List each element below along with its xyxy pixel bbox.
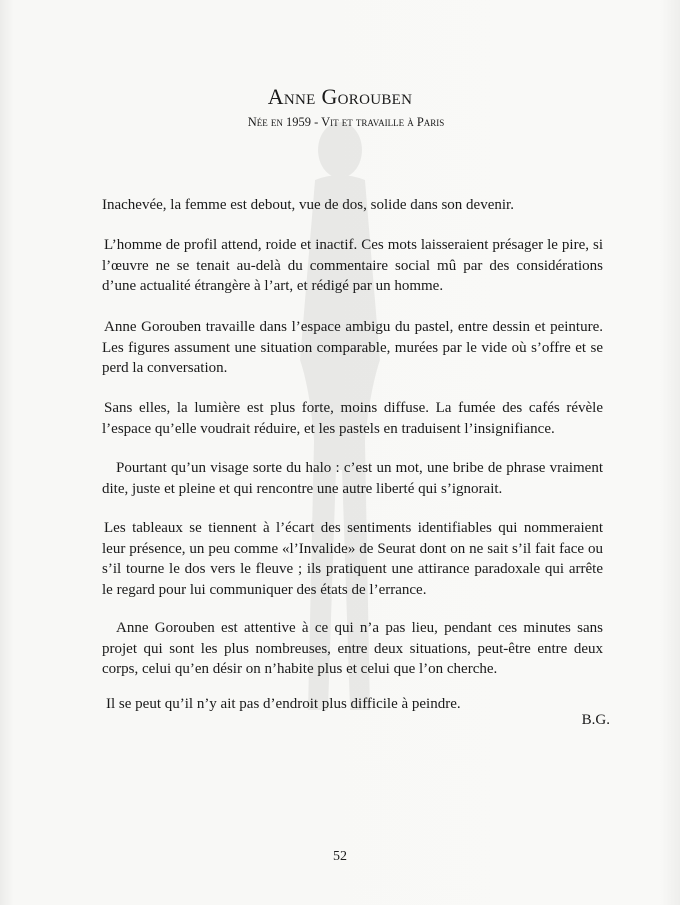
- paragraph: Inachevée, la femme est debout, vue de dos, solide dans son devenir.: [102, 197, 514, 213]
- paragraph: Sans elles, la lumière est plus forte, moins diffuse. La fumée des cafés révèle l’espace qu’elle voudrait réduire, et les pastels en traduisent l’insignifiance.: [102, 400, 603, 437]
- paragraph: Pourtant qu’un visage sorte du halo : c’est un mot, une bribe de phrase vraiment dite, juste et pleine et qui rencontre une autre liberté qui s’ignorait.: [102, 460, 603, 497]
- paragraph: Anne Gorouben travaille dans l’espace ambigu du pastel, entre dessin et peinture. Les figures assument une situation comparable, murées par le vide où s’offre et se perd la conversation.: [102, 319, 603, 376]
- author-signature: B.G.: [581, 712, 610, 728]
- paragraph: Anne Gorouben est attentive à ce qui n’a pas lieu, pendant ces minutes sans projet qui sont les plus nombreuses, entre deux situations, peut-être entre deux corps, celui qu’en désir on n’habite plus et celui que l’on cherche.: [102, 620, 603, 677]
- paragraph: Il se peut qu’il n’y ait pas d’endroit plus difficile à peindre.: [106, 696, 461, 712]
- paragraph: L’homme de profil attend, roide et inactif. Ces mots laisseraient présager le pire, si l’œuvre ne se tenait au-delà du commentaire social mû par des considérations d’une actualité étrangère à l’art, et rédigé par un homme.: [102, 237, 603, 294]
- page-title: Anne Gorouben: [267, 84, 413, 109]
- paragraph: Les tableaux se tiennent à l’écart des sentiments identifiables qui nommeraient leur présence, un peu comme «l’Invalide» de Seurat dont on ne sait s’il fait face ou s’il tourne le dos vers le fleuve ; ils pratiquent une attirance paradoxale qui arrête le regard pour lui communiquer des états de l’errance.: [102, 520, 603, 598]
- page-number: 52: [333, 849, 347, 864]
- artist-subtitle: Née en 1959 - Vit et travaille à Paris: [247, 115, 445, 129]
